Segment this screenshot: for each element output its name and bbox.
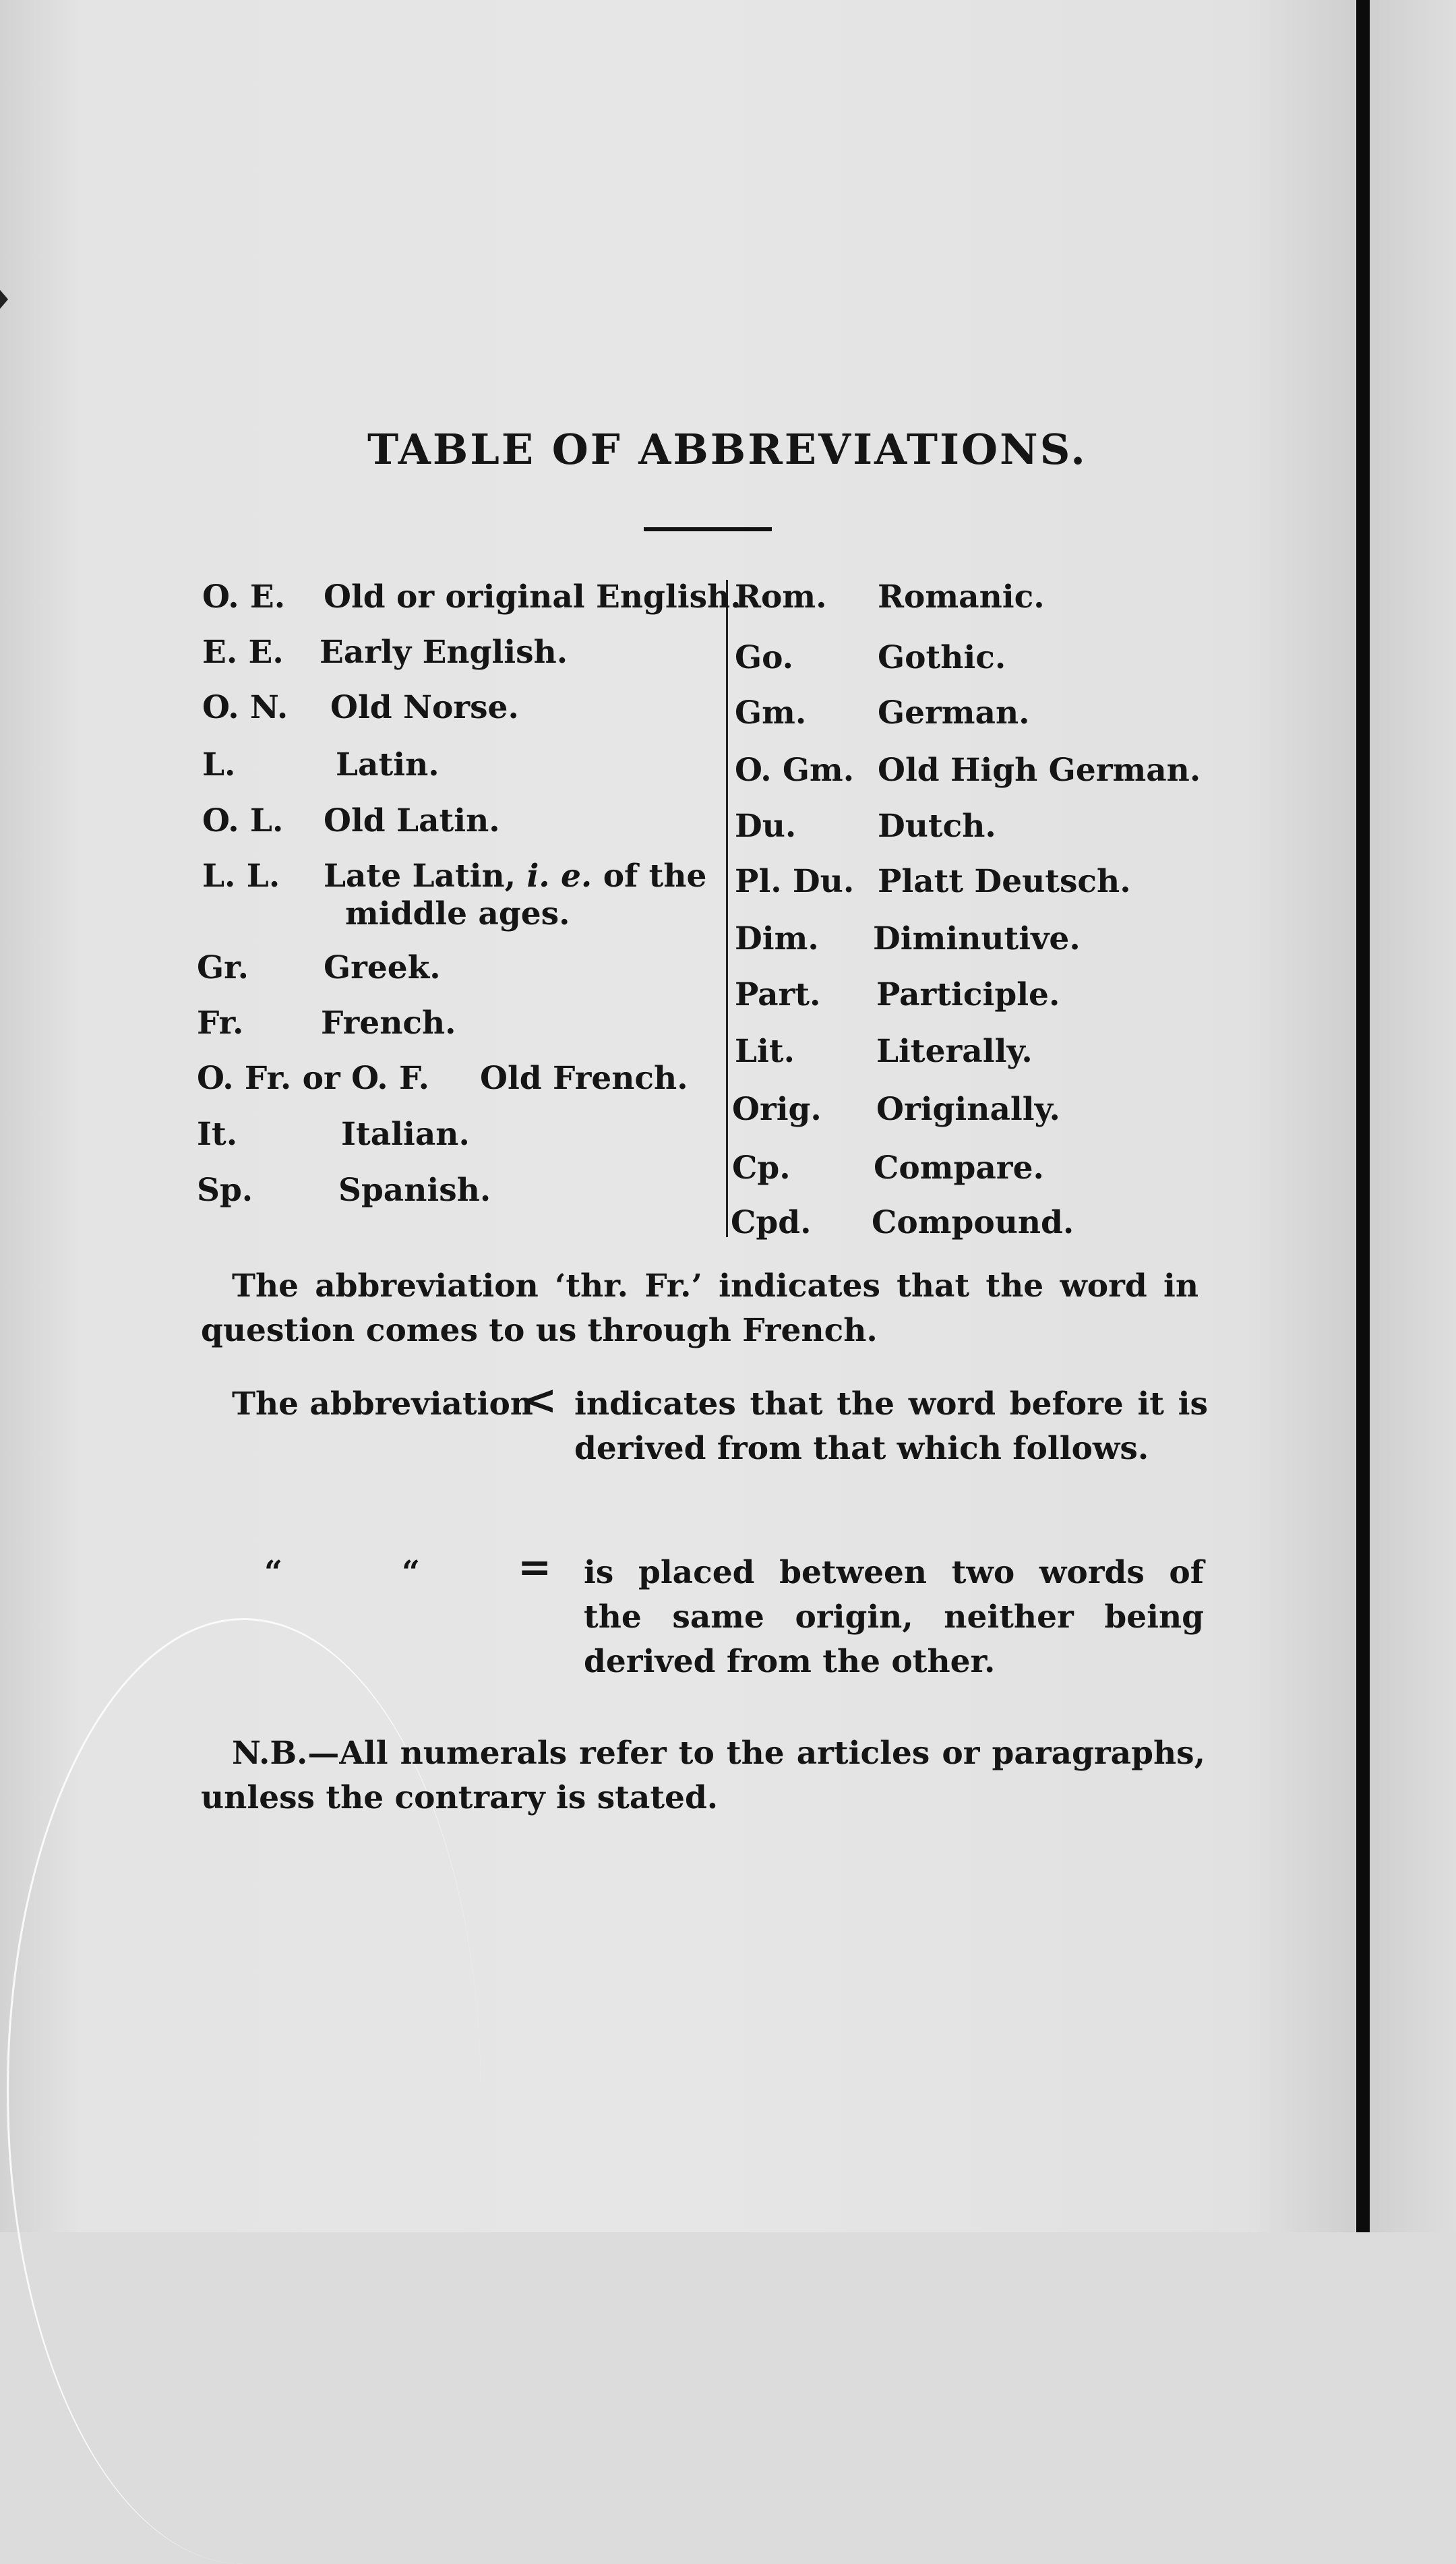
equals-symbol: = bbox=[518, 1544, 552, 1591]
abbr-meaning: Gothic. bbox=[878, 639, 1006, 676]
abbr-meaning: Diminutive. bbox=[873, 920, 1081, 957]
abbr-term: O. Fr. or O. F. bbox=[197, 1060, 430, 1097]
adjacent-page-edge bbox=[1370, 0, 1456, 2232]
nb-note: N.B.—All numerals refer to the articles or paragraphs, unless the contrary is stated. bbox=[201, 1735, 1205, 1816]
abbr-term: Cp. bbox=[732, 1150, 791, 1187]
abbr-term: Gm. bbox=[735, 694, 807, 732]
abbr-term: It. bbox=[197, 1116, 238, 1153]
abbr-term: Fr. bbox=[197, 1005, 244, 1042]
abbr-meaning: Participle. bbox=[876, 976, 1060, 1013]
abbr-term: Cpd. bbox=[731, 1204, 812, 1241]
column-divider bbox=[726, 580, 728, 1237]
abbr-meaning: Dutch. bbox=[878, 808, 996, 845]
abbr-term: O. N. bbox=[202, 689, 289, 726]
note-equals-text: is placed between two words of the same origin, neither being derived from the other. bbox=[584, 1554, 1204, 1680]
abbr-meaning-part: Late Latin, bbox=[324, 858, 516, 895]
abbr-meaning: Italian. bbox=[341, 1116, 470, 1153]
abbr-meaning: French. bbox=[321, 1005, 456, 1042]
abbr-term: L. L. bbox=[202, 858, 280, 895]
abbr-meaning: Spanish. bbox=[338, 1172, 491, 1209]
abbr-term: Du. bbox=[735, 808, 797, 845]
binding-edge bbox=[1356, 0, 1370, 2232]
abbr-meaning: Greek. bbox=[324, 949, 441, 986]
abbr-term: E. E. bbox=[202, 634, 284, 671]
abbr-meaning: German. bbox=[878, 694, 1030, 732]
abbr-term: L. bbox=[202, 746, 236, 783]
ditto-mark: “ bbox=[402, 1554, 421, 1591]
abbr-meaning: Originally. bbox=[876, 1091, 1060, 1128]
abbr-meaning: Platt Deutsch. bbox=[878, 863, 1131, 900]
abbr-meaning: Old French. bbox=[480, 1060, 688, 1097]
abbr-term: Part. bbox=[735, 976, 821, 1013]
abbr-term: Dim. bbox=[735, 920, 819, 957]
abbr-meaning-italic: i. e. bbox=[526, 858, 593, 895]
note-less-than-text-body: indicates that the word before it is derived from that which follows. bbox=[574, 1385, 1208, 1467]
ditto-mark: “ bbox=[264, 1554, 283, 1591]
abbr-meaning: Latin. bbox=[336, 746, 439, 783]
less-than-symbol: < bbox=[523, 1377, 557, 1424]
abbr-term: Gr. bbox=[197, 949, 249, 986]
note-thr-fr: The abbreviation ‘thr. Fr.’ indicates that the word in question comes to us through French. bbox=[201, 1268, 1199, 1349]
abbr-meaning: Literally. bbox=[876, 1033, 1033, 1070]
abbr-meaning: Compound. bbox=[872, 1204, 1074, 1241]
abbr-term: Sp. bbox=[197, 1172, 253, 1209]
abbr-meaning bbox=[324, 858, 706, 895]
abbr-meaning: Old Norse. bbox=[330, 689, 519, 726]
note-less-than-text bbox=[574, 1382, 1208, 1471]
abbr-meaning-continued: middle ages. bbox=[345, 895, 570, 932]
note-less-than-lead: The abbreviation bbox=[232, 1385, 533, 1423]
abbr-term: Pl. Du. bbox=[735, 863, 855, 900]
abbr-meaning: Old High German. bbox=[878, 752, 1201, 789]
abbr-term: Lit. bbox=[735, 1033, 795, 1070]
abbr-meaning: Old Latin. bbox=[324, 802, 500, 839]
page-title: TABLE OF ABBREVIATIONS. bbox=[367, 425, 1087, 474]
abbr-term: Rom. bbox=[735, 578, 827, 616]
abbr-term: Orig. bbox=[732, 1091, 822, 1128]
abbr-meaning: Early English. bbox=[320, 634, 568, 671]
abbr-term: O. Gm. bbox=[735, 752, 855, 789]
abbr-meaning-part: of the bbox=[603, 858, 707, 895]
abbr-term: O. E. bbox=[202, 578, 286, 616]
abbreviations-table bbox=[0, 0, 1355, 1254]
abbr-meaning: Old or original English. bbox=[324, 578, 741, 616]
abbr-term: O. L. bbox=[202, 802, 284, 839]
abbr-term: Go. bbox=[735, 639, 794, 676]
abbr-meaning: Romanic. bbox=[878, 578, 1045, 616]
abbr-meaning: Compare. bbox=[874, 1150, 1044, 1187]
